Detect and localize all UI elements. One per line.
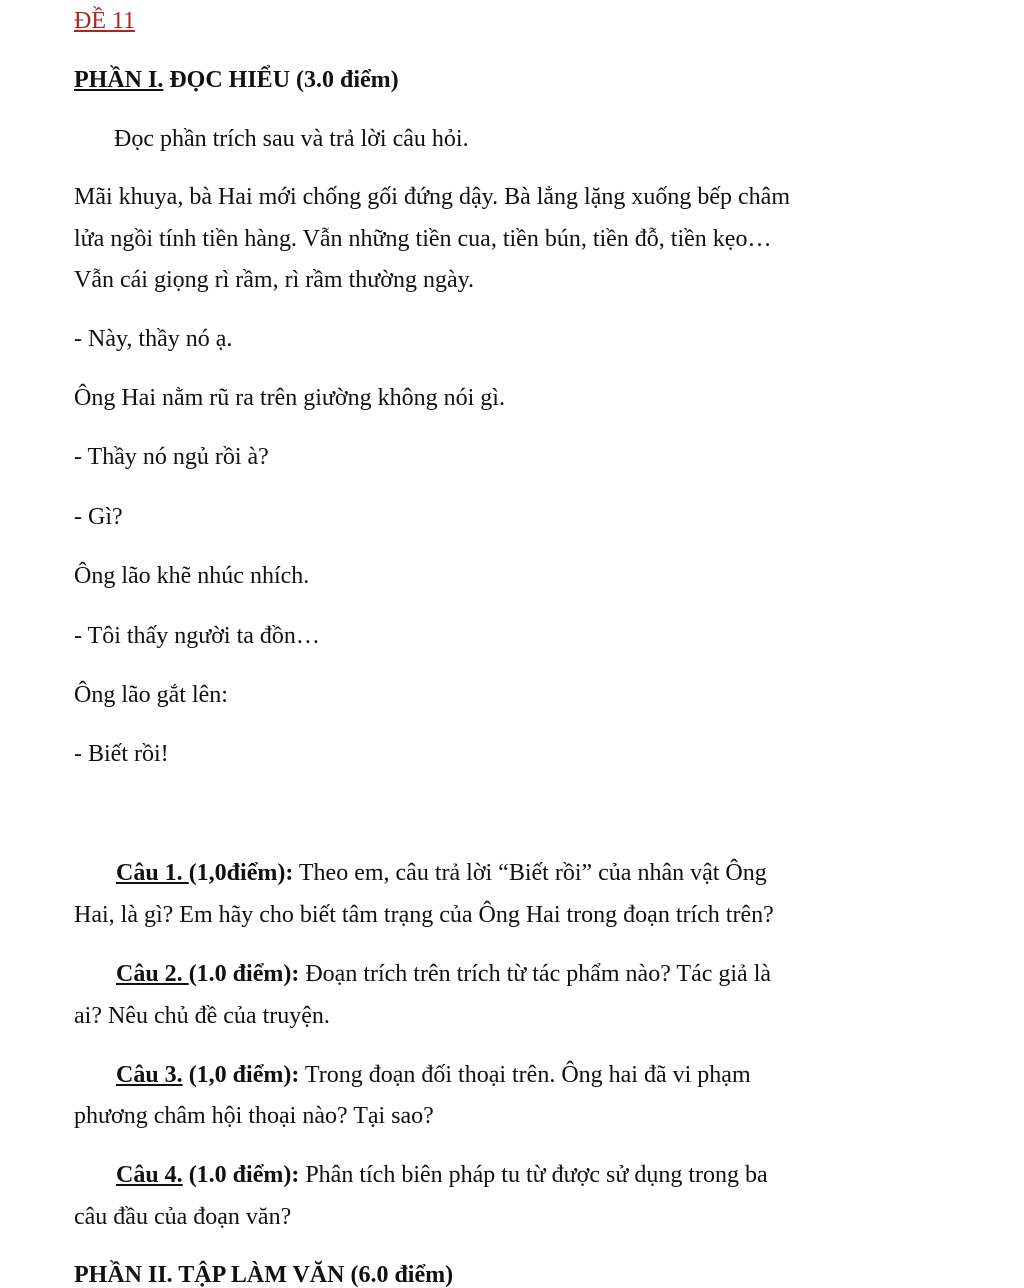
passage-line: Mãi khuya, bà Hai mới chống gối đứng dậy. Bà lẳng lặng xuống bếp châm <box>74 184 790 210</box>
part1-heading-prefix: PHẦN I. <box>74 67 164 93</box>
question-2-text: Đoạn trích trên trích từ tác phẩm nào? Tác giả là <box>299 961 772 987</box>
question-1-line2: Hai, là gì? Em hãy cho biết tâm trạng của Ông Hai trong đoạn trích trên? <box>74 902 774 928</box>
dialogue-line: - Gì? <box>74 504 123 530</box>
question-2-line1 <box>116 962 771 986</box>
dialogue-line: - Biết rồi! <box>74 741 169 767</box>
question-2-points: (1.0 điểm): <box>188 961 300 987</box>
question-1-text: Theo em, câu trả lời “Biết rồi” của nhân vật Ông <box>293 860 767 886</box>
question-3-line2: phương châm hội thoại nào? Tại sao? <box>74 1103 434 1129</box>
exam-title: ĐỀ 11 <box>74 8 136 34</box>
reading-instruction: Đọc phần trích sau và trả lời câu hỏi. <box>114 126 469 152</box>
dialogue-line: Ông Hai nằm rũ ra trên giường không nói gì. <box>74 385 505 411</box>
question-3-line1 <box>116 1063 751 1087</box>
part1-heading <box>74 68 399 92</box>
part2-heading: PHẦN II. TẬP LÀM VĂN (6.0 điểm) <box>74 1262 454 1288</box>
dialogue-line: - Tôi thấy người ta đồn… <box>74 623 320 649</box>
question-1-points: (1,0điểm): <box>188 860 294 886</box>
question-1-label: Câu 1. <box>116 860 189 886</box>
question-3-text: Trong đoạn đối thoại trên. Ông hai đã vi phạm <box>299 1062 751 1088</box>
passage-line: Vẫn cái giọng rì rầm, rì rầm thường ngày. <box>74 267 475 293</box>
question-2-label: Câu 2. <box>116 961 189 987</box>
question-4-points: (1.0 điểm): <box>182 1162 300 1188</box>
dialogue-line: Ông lão khẽ nhúc nhích. <box>74 563 310 589</box>
dialogue-line: - Thầy nó ngủ rồi à? <box>74 444 269 470</box>
question-2-line2: ai? Nêu chủ đề của truyện. <box>74 1003 330 1029</box>
dialogue-line: - Này, thầy nó ạ. <box>74 326 233 352</box>
dialogue-line: Ông lão gắt lên: <box>74 682 228 708</box>
part1-heading-rest: ĐỌC HIỂU (3.0 điểm) <box>163 67 399 93</box>
question-3-points: (1,0 điểm): <box>182 1062 300 1088</box>
question-4-line2: câu đầu của đoạn văn? <box>74 1204 292 1230</box>
passage-line: lửa ngồi tính tiền hàng. Vẫn những tiền cua, tiền bún, tiền đỗ, tiền kẹo… <box>74 226 772 252</box>
question-4-text: Phân tích biên pháp tu từ được sử dụng trong ba <box>299 1162 768 1188</box>
question-4-label: Câu 4. <box>116 1162 183 1188</box>
question-3-label: Câu 3. <box>116 1062 183 1088</box>
question-1-line1 <box>116 861 767 885</box>
question-4-line1 <box>116 1163 768 1187</box>
